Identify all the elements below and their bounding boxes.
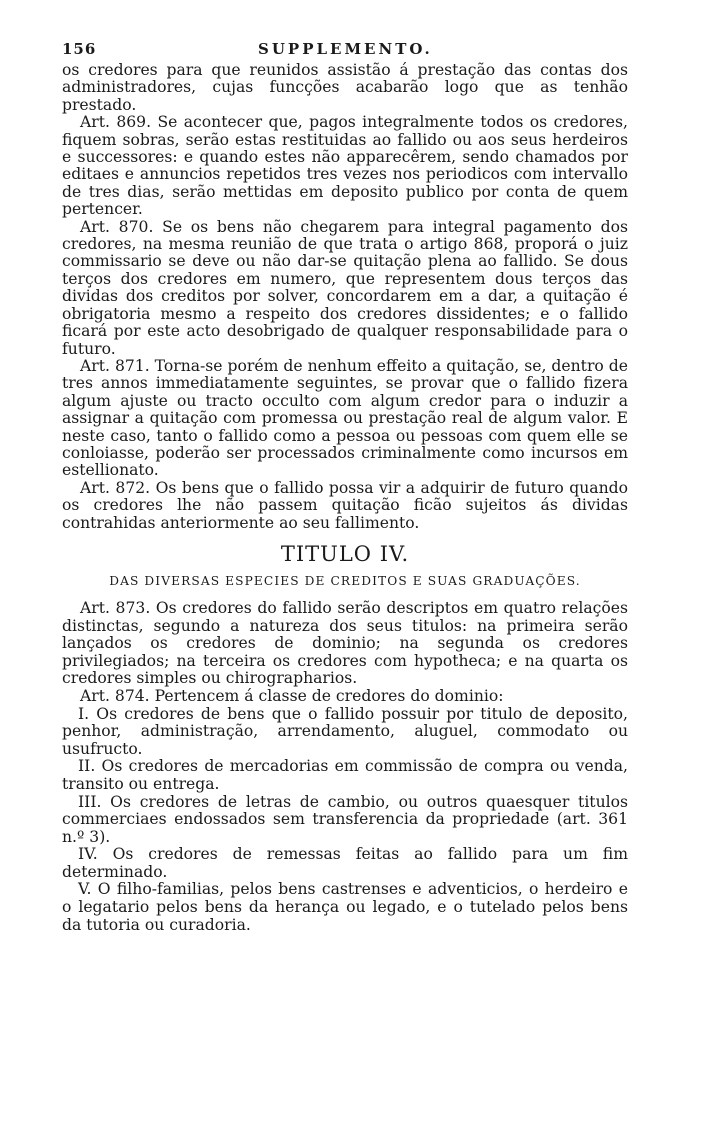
article-869: Art. 869. Se acontecer que, pagos integralmente todos os credores, fiquem sobras, serão estas restituidas ao fallido ou aos seus herdeiros e successores: e quando estes não apparecêrem, sendo chamados por editaes e annuncios repetidos tres vezes nos periodicos com intervallo de tres dias, serão mettidas em deposito publico por conta de quem pertencer. — [62, 113, 628, 219]
continuation-paragraph: os credores para que reunidos assistão á prestação das contas dos administradores, cujas funcções acabarão logo que as tenhão prestado. — [62, 61, 628, 114]
article-873: Art. 873. Os credores do fallido serão descriptos em quatro relações distinctas, segundo a natureza dos seus titulos: na primeira serão lançados os credores de dominio; na segunda os credores privilegiados; na terceira os credores com hypotheca; e na quarta os credores simples ou chirographarios. — [62, 598, 628, 688]
section-title: TITULO IV. — [280, 541, 410, 566]
running-title: SUPPLEMENTO. — [258, 40, 433, 58]
list-item-2: II. Os credores de mercadorias em commissão de compra ou venda, transito ou entrega. — [62, 757, 628, 793]
page — [62, 36, 628, 934]
list-item-4: IV. Os credores de remessas feitas ao fallido para um fim determinado. — [62, 845, 628, 881]
article-872: Art. 872. Os bens que o fallido possa vir a adquirir de futuro quando os credores lhe não passem quitação ficão sujeitos ás dividas contrahidas anteriormente ao seu fallimento. — [62, 478, 628, 532]
list-item-1: I. Os credores de bens que o fallido possuir por titulo de deposito, penhor, administração, arrendamento, aluguel, commodato ou usufructo. — [62, 704, 628, 758]
page-number: 156 — [62, 40, 97, 58]
running-head — [62, 36, 628, 62]
article-871: Art. 871. Torna-se porém de nenhum effeito a quitação, se, dentro de tres annos immediatamente seguintes, se provar que o fallido fizera algum ajuste ou tracto occulto com algum credor para o induzir a assignar a quitação com promessa ou prestação real de algum valor. E neste caso, tanto o fallido como a pessoa ou pessoas com quem elle se conloiasse, poderão ser processados criminalmente como incursos em estellionato. — [62, 356, 628, 480]
list-item-5: V. O filho-familias, pelos bens castrenses e adventicios, o herdeiro e o legatario pelos bens da herança ou legado, e o tutelado pelos bens da tutoria ou curadoria. — [62, 880, 628, 934]
article-870: Art. 870. Se os bens não chegarem para integral pagamento dos credores, na mesma reunião de que trata o artigo 868, proporá o juiz commissario se deve ou não dar-se quitação plena ao fallido. Se dous terços dos credores em numero, que representem dous terços das dividas dos creditos por solver, concordarem em a dar, a quitação é obrigatoria mesmo a respeito dos credores dissidentes; e o fallido ficará por este acto desobrigado de qualquer responsabilidade para o futuro. — [62, 217, 628, 358]
body-text-top — [62, 62, 628, 532]
section-subtitle: DAS DIVERSAS ESPECIES DE CREDITOS E SUAS GRADUAÇÕES. — [109, 573, 581, 588]
body-text-bottom — [62, 600, 628, 934]
list-item-3: III. Os credores de letras de cambio, ou outros quaesquer titulos commerciaes endossados sem transferencia da propriedade (art. 361 n.º 3). — [62, 792, 628, 846]
article-874: Art. 874. Pertencem á classe de credores do dominio: — [80, 686, 504, 705]
